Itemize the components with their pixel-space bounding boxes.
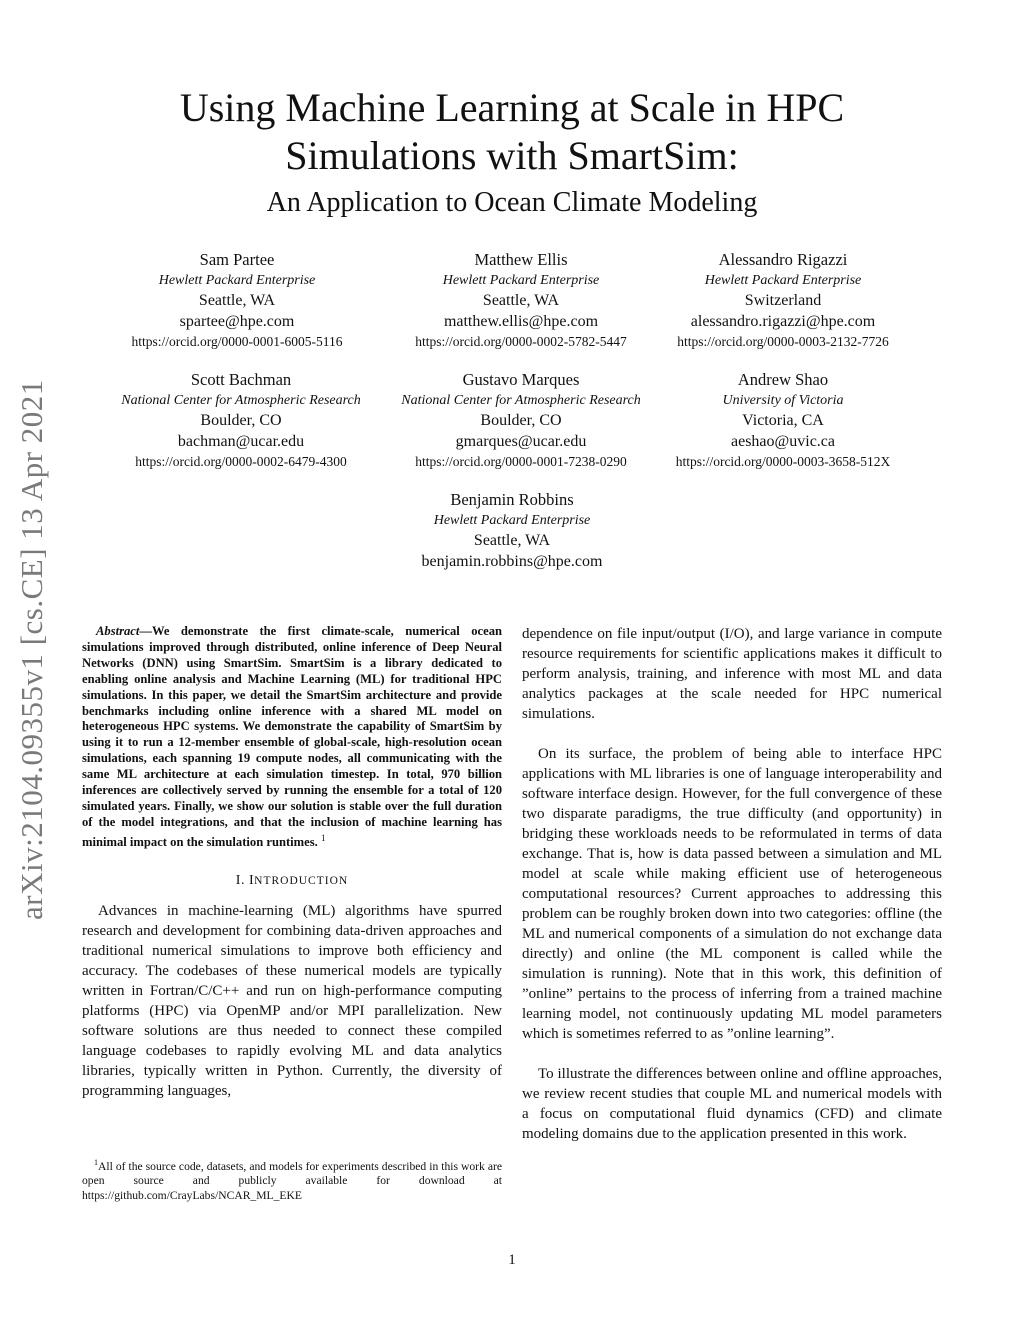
author-block	[638, 250, 928, 353]
body-paragraph: On its surface, the problem of being able to interface HPC applications with ML libraries is one of language interoperability and software interface design. However, for the full convergence of these two disparate paradigms, the true difficulty (and opportunity) in bridging these workloads needs to be reformulated in terms of data exchange. That is, how is data passed between a simulation and ML model at scale while making efficient use of heterogeneous computational resources? Current approaches to addressing this problem can be roughly broken down into two categories: offline (the ML and numerical components of a simulation do not exchange data directly) and online (the ML component is called while the simulation is running). Note that in this work, this definition of ”online” pertains to the process of inferring from a trained machine learning model, not continuously updating ML model parameters which is sometimes referred to as ”online learning”.	[522, 746, 942, 1042]
author-name: Gustavo Marques	[462, 370, 580, 389]
abstract	[82, 624, 502, 851]
left-column	[82, 624, 502, 1101]
author-affiliation: National Center for Atmospheric Research	[121, 392, 361, 408]
author-affiliation: National Center for Atmospheric Research	[401, 392, 641, 408]
paper-subtitle: An Application to Ocean Climate Modeling	[266, 187, 758, 218]
footnote-mark: 1	[94, 1158, 98, 1167]
author-block	[367, 490, 657, 572]
author-orcid: https://orcid.org/0000-0001-7238-0290	[415, 454, 627, 469]
paper-title-line-2: Simulations with SmartSim:	[285, 133, 739, 178]
author-location: Seattle, WA	[198, 292, 276, 309]
author-block	[92, 250, 382, 353]
author-orcid: https://orcid.org/0000-0002-5782-5447	[415, 334, 627, 349]
author-location: Boulder, CO	[200, 412, 282, 429]
body-paragraph: To illustrate the differences between online and offline approaches, we review recent studies that couple ML and numerical models with a focus on computational fluid dynamics (CFD) and climate modeling domains due to the application presented in this work.	[522, 1066, 942, 1142]
footnote	[82, 1156, 502, 1203]
author-block	[371, 370, 671, 473]
author-orcid: https://orcid.org/0000-0002-6479-4300	[135, 454, 347, 469]
author-email: bachman@ucar.edu	[177, 432, 305, 450]
intro-paragraph: Advances in machine-learning (ML) algorithms have spurred research and development for combining data-driven approaches and traditional numerical simulations to improve both efficiency and accuracy. The codebases of these numerical models are typically written in Fortran/C/C++ and run on high-performance computing platforms (HPC) via OpenMP and/or MPI parallelization. New software solutions are thus needed to connect these compiled language codebases to rapidly evolving ML and data analytics libraries, typically written in Python. Currently, the diversity of programming languages,	[82, 902, 502, 1099]
author-location: Switzerland	[744, 292, 822, 309]
author-email: aeshao@uvic.ca	[730, 432, 835, 450]
page-number: 1	[508, 1252, 516, 1268]
author-orcid: https://orcid.org/0000-0003-2132-7726	[677, 334, 889, 349]
paper-title-line-1: Using Machine Learning at Scale in HPC	[179, 85, 845, 130]
author-email: matthew.ellis@hpe.com	[443, 312, 599, 330]
author-location: Seattle, WA	[473, 532, 551, 549]
section-initial: I	[248, 872, 255, 888]
author-email: benjamin.robbins@hpe.com	[421, 552, 603, 570]
author-affiliation: Hewlett Packard Enterprise	[158, 272, 316, 288]
section-heading-introduction	[82, 871, 502, 891]
author-location: Victoria, CA	[742, 412, 824, 429]
author-location: Boulder, CO	[480, 412, 562, 429]
right-column	[522, 624, 942, 1144]
abstract-label: Abstract	[96, 624, 140, 638]
author-location: Seattle, WA	[482, 292, 560, 309]
title-block	[0, 84, 1024, 220]
arxiv-identifier: arXiv:2104.09355v1 [cs.CE] 13 Apr 2021	[14, 379, 49, 921]
footnote-text: All of the source code, datasets, and models for experiments described in this work are open source and publicly available for download at https://github.com/CrayLabs/NCAR_ML_EKE	[82, 1159, 502, 1202]
author-email: spartee@hpe.com	[179, 312, 295, 330]
author-name: Scott Bachman	[190, 370, 292, 389]
author-name: Benjamin Robbins	[450, 490, 574, 509]
author-name: Andrew Shao	[737, 370, 829, 389]
author-orcid: https://orcid.org/0000-0001-6005-5116	[131, 334, 343, 349]
author-block	[376, 250, 666, 353]
author-affiliation: University of Victoria	[722, 392, 844, 408]
section-title-rest: NTRODUCTION	[254, 874, 349, 887]
author-affiliation: Hewlett Packard Enterprise	[442, 272, 600, 288]
body-paragraph-continuation: dependence on file input/output (I/O), and large variance in compute resource requirements for scientific applications makes it difficult to perform analysis, training, and inference with most ML and data analytics packages at the scale needed for HPC numerical simulations.	[522, 626, 942, 722]
abstract-text: —We demonstrate the first climate-scale, numerical ocean simulations improved through distributed, online inference of Deep Neural Networks (DNN) using SmartSim. SmartSim is a library dedicated to enabling online analysis and Machine Learning (ML) for traditional HPC simulations. In this paper, we detail the SmartSim architecture and provide benchmarks including online inference with a shared ML model on heterogeneous HPC systems. We demonstrate the capability of SmartSim by using it to run a 12-member ensemble of global-scale, high-resolution ocean simulations, each spanning 19 compute nodes, all communicating with the same ML architecture at each simulation timestep. In total, 970 billion inferences are collectively served by running the ensemble for a total of 120 simulated years. Finally, we show our solution is stable over the full duration of the model integrations, and that the inclusion of machine learning has minimal impact on the simulation runtimes.	[82, 624, 502, 849]
author-name: Sam Partee	[199, 250, 275, 269]
author-name: Matthew Ellis	[474, 250, 568, 269]
author-email: alessandro.rigazzi@hpe.com	[690, 312, 876, 330]
author-affiliation: Hewlett Packard Enterprise	[433, 512, 591, 528]
author-affiliation: Hewlett Packard Enterprise	[704, 272, 862, 288]
author-block	[82, 370, 400, 473]
abstract-footnote-mark: 1	[320, 832, 326, 843]
author-name: Alessandro Rigazzi	[718, 250, 848, 269]
author-orcid: https://orcid.org/0000-0003-3658-512X	[675, 454, 891, 469]
section-number: I.	[235, 872, 245, 888]
author-email: gmarques@ucar.edu	[455, 432, 587, 450]
author-block	[650, 370, 916, 473]
